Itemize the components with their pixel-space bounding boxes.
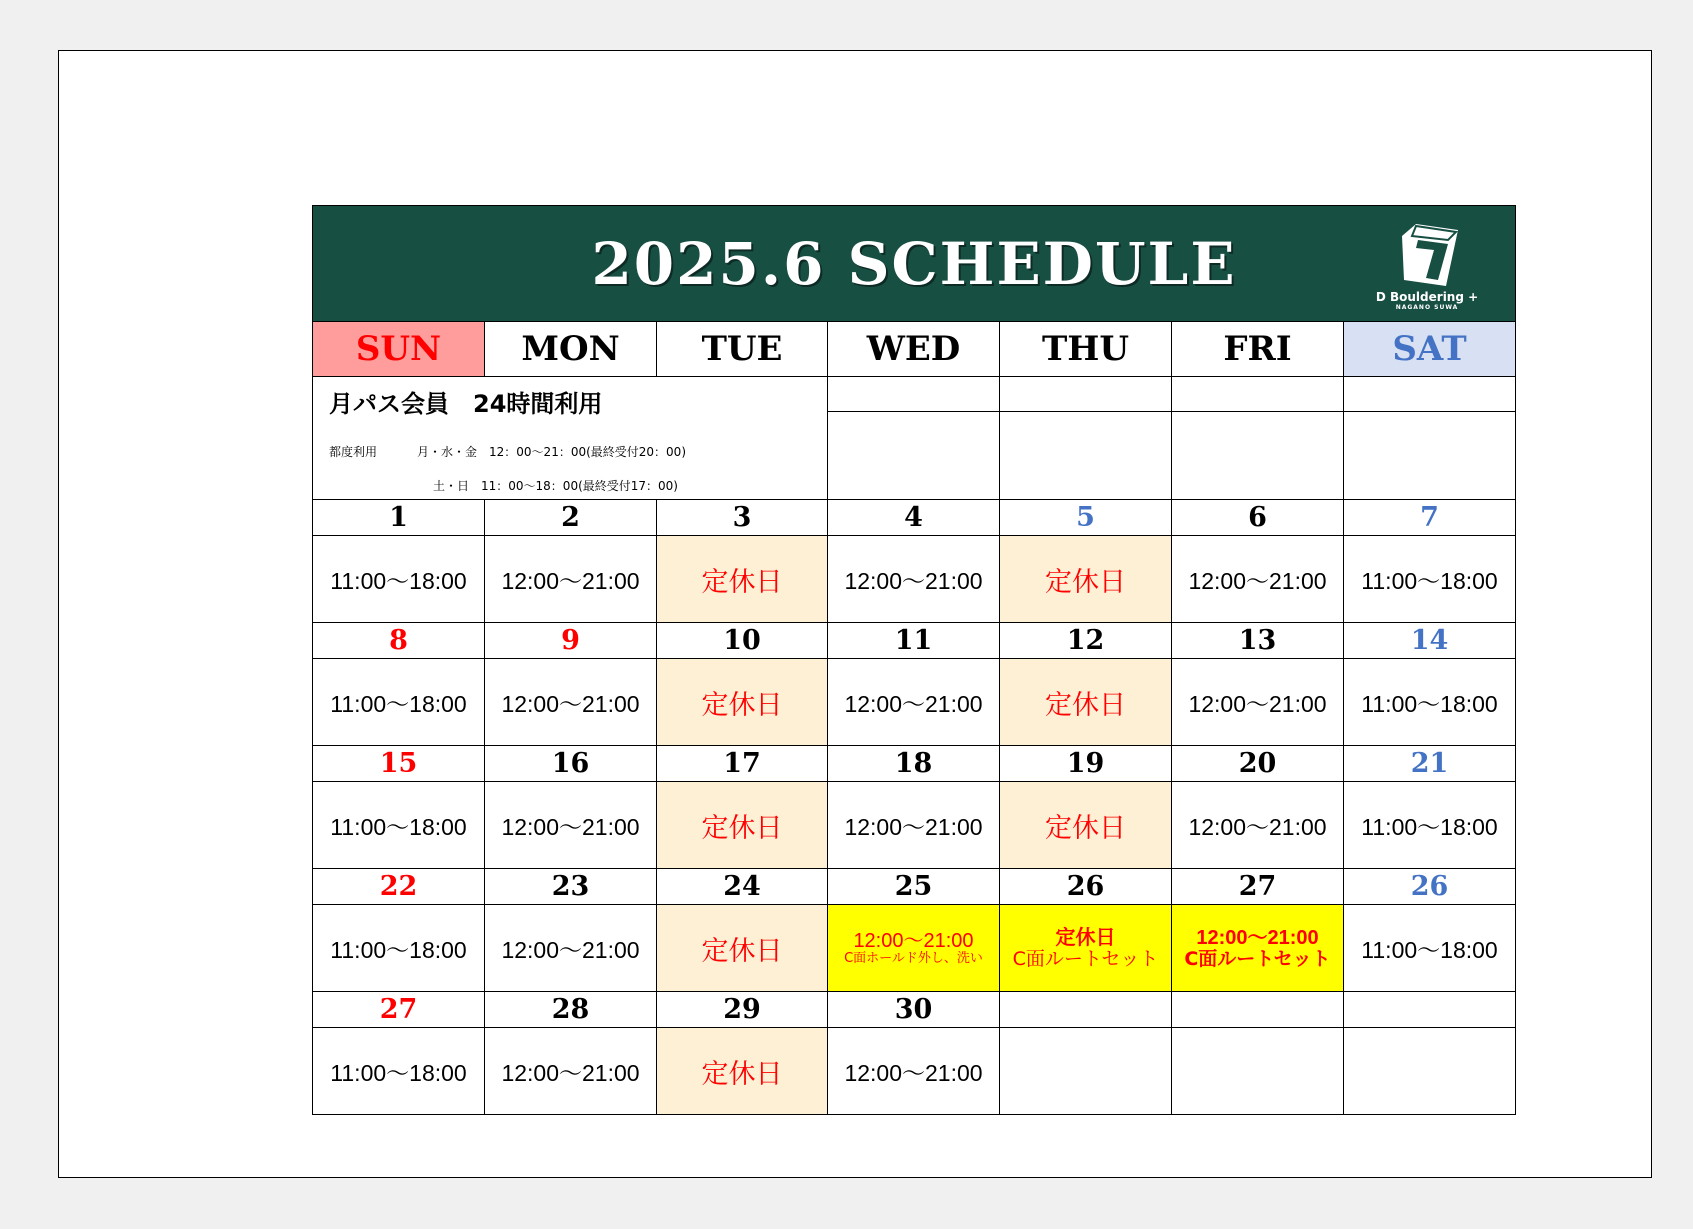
sheet xyxy=(58,50,1652,1178)
week-2-dates xyxy=(313,623,1516,659)
info-line-weekend: 土・日 11：00～18：00(最終受付17：00) xyxy=(433,479,678,493)
date-cell: 28 xyxy=(485,992,657,1028)
hours-cell: 12:00～21:00 xyxy=(828,782,1000,869)
hours-cell: 12:00～21:00 xyxy=(828,1028,1000,1115)
info-row-top xyxy=(313,377,1516,412)
week-1-dates xyxy=(313,500,1516,536)
schedule-table xyxy=(312,205,1516,1115)
logo-sub: NAGANO SUWA xyxy=(1395,304,1459,311)
hours-cell: 11:00～18:00 xyxy=(1344,782,1516,869)
date-cell: 12 xyxy=(1000,623,1172,659)
date-cell: 27 xyxy=(1172,869,1344,905)
hours-cell: 12:00～21:00 xyxy=(485,1028,657,1115)
day-header-sun: SUN xyxy=(313,322,485,377)
week-4-hours xyxy=(313,905,1516,992)
empty-cell xyxy=(1344,1028,1516,1115)
date-cell: 21 xyxy=(1344,746,1516,782)
hours-cell: 12:00～21:00 xyxy=(828,659,1000,746)
date-cell: 23 xyxy=(485,869,657,905)
event-cell-wed xyxy=(828,905,1000,992)
brand-logo xyxy=(1367,220,1487,310)
empty-cell xyxy=(1172,992,1344,1028)
week-2-hours xyxy=(313,659,1516,746)
closed-day-cell: 定休日 xyxy=(1000,659,1172,746)
date-cell: 8 xyxy=(313,623,485,659)
hours-cell: 12:00～21:00 xyxy=(1172,782,1344,869)
date-cell: 25 xyxy=(828,869,1000,905)
closed-day-cell: 定休日 xyxy=(657,1028,828,1115)
date-cell: 6 xyxy=(1172,500,1344,536)
date-cell: 14 xyxy=(1344,623,1516,659)
event-cell-fri xyxy=(1172,905,1344,992)
hours-cell: 12:00～21:00 xyxy=(485,905,657,992)
hours-cell: 11:00～18:00 xyxy=(1344,536,1516,623)
hours-cell: 11:00～18:00 xyxy=(313,782,485,869)
event-closed: 定休日 xyxy=(1055,926,1116,949)
week-1-hours xyxy=(313,536,1516,623)
empty-cell xyxy=(1000,1028,1172,1115)
hours-cell: 12:00～21:00 xyxy=(485,659,657,746)
logo-mark-icon xyxy=(1392,220,1462,288)
hours-cell: 12:00～21:00 xyxy=(485,782,657,869)
date-cell: 5 xyxy=(1000,500,1172,536)
event-hours: 12:00～21:00 xyxy=(853,929,974,952)
date-cell: 11 xyxy=(828,623,1000,659)
date-cell: 10 xyxy=(657,623,828,659)
date-cell: 22 xyxy=(313,869,485,905)
title-banner xyxy=(313,206,1516,322)
hours-cell: 11:00～18:00 xyxy=(313,905,485,992)
day-header-mon: MON xyxy=(485,322,657,377)
event-hours: 12:00～21:00 xyxy=(1196,926,1319,949)
logo-name: D Bouldering + xyxy=(1375,290,1479,304)
hours-cell: 11:00～18:00 xyxy=(313,536,485,623)
day-header-sat: SAT xyxy=(1344,322,1516,377)
hours-cell: 11:00～18:00 xyxy=(313,659,485,746)
closed-day-cell: 定休日 xyxy=(657,659,828,746)
closed-day-cell: 定休日 xyxy=(657,905,828,992)
closed-day-cell: 定休日 xyxy=(1000,782,1172,869)
closed-day-cell: 定休日 xyxy=(1000,536,1172,623)
date-cell: 19 xyxy=(1000,746,1172,782)
week-5-dates xyxy=(313,992,1516,1028)
empty-cell xyxy=(1172,1028,1344,1115)
date-cell: 20 xyxy=(1172,746,1344,782)
date-cell: 4 xyxy=(828,500,1000,536)
date-cell: 16 xyxy=(485,746,657,782)
hours-cell: 12:00～21:00 xyxy=(1172,536,1344,623)
page-title: 2025.6 SCHEDULE xyxy=(591,229,1237,298)
week-3-dates xyxy=(313,746,1516,782)
hours-cell: 12:00～21:00 xyxy=(828,536,1000,623)
week-4-dates xyxy=(313,869,1516,905)
date-cell: 2 xyxy=(485,500,657,536)
date-cell: 26 xyxy=(1344,869,1516,905)
week-5-hours xyxy=(313,1028,1516,1115)
week-3-hours xyxy=(313,782,1516,869)
weekday-header-row xyxy=(313,322,1516,377)
event-cell-thu xyxy=(1000,905,1172,992)
day-header-thu: THU xyxy=(1000,322,1172,377)
hours-cell: 11:00～18:00 xyxy=(1344,905,1516,992)
info-title: 月パス会員 24時間利用 xyxy=(329,390,603,418)
hours-cell: 11:00～18:00 xyxy=(1344,659,1516,746)
hours-cell: 12:00～21:00 xyxy=(485,536,657,623)
event-note: C面ルートセット xyxy=(1184,947,1331,970)
day-header-fri: FRI xyxy=(1172,322,1344,377)
date-cell: 13 xyxy=(1172,623,1344,659)
info-box xyxy=(313,377,828,500)
hours-cell: 11:00～18:00 xyxy=(313,1028,485,1115)
date-cell: 26 xyxy=(1000,869,1172,905)
day-header-tue: TUE xyxy=(657,322,828,377)
closed-day-cell: 定休日 xyxy=(657,536,828,623)
date-cell: 9 xyxy=(485,623,657,659)
date-cell: 7 xyxy=(1344,500,1516,536)
date-cell: 30 xyxy=(828,992,1000,1028)
event-note: C面ホールド外し、洗い xyxy=(844,950,983,966)
day-header-wed: WED xyxy=(828,322,1000,377)
event-note: C面ルートセット xyxy=(1012,947,1159,970)
date-cell: 18 xyxy=(828,746,1000,782)
closed-day-cell: 定休日 xyxy=(657,782,828,869)
hours-cell: 12:00～21:00 xyxy=(1172,659,1344,746)
date-cell: 27 xyxy=(313,992,485,1028)
date-cell: 24 xyxy=(657,869,828,905)
empty-cell xyxy=(1000,992,1172,1028)
date-cell: 17 xyxy=(657,746,828,782)
date-cell: 29 xyxy=(657,992,828,1028)
empty-cell xyxy=(1344,992,1516,1028)
date-cell: 3 xyxy=(657,500,828,536)
date-cell: 1 xyxy=(313,500,485,536)
date-cell: 15 xyxy=(313,746,485,782)
info-line-weekday: 都度利用 月・水・金 12：00～21：00(最終受付20：00) xyxy=(329,445,686,459)
